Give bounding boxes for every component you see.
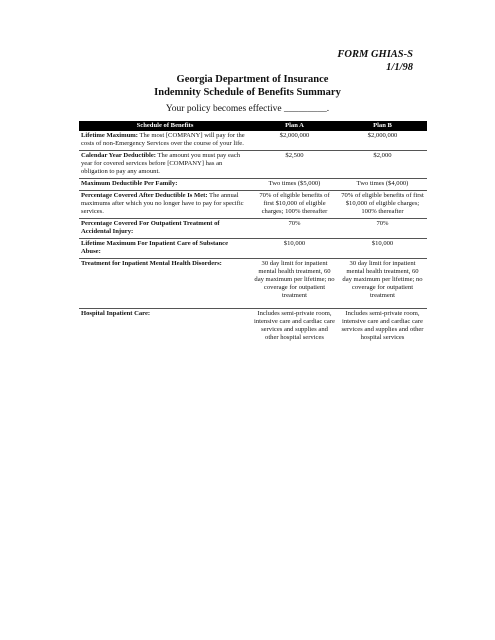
plan-a-value: $2,500 (251, 151, 338, 179)
plan-a-value: 70% (251, 219, 338, 239)
plan-b-value: 70% (338, 219, 427, 239)
benefit-label-bold: Lifetime Maximum: (81, 132, 138, 139)
benefit-label-bold: Calendar Year Deductible: (81, 152, 156, 159)
benefits-table (79, 121, 427, 344)
benefit-label-bold: Hospital Inpatient Care: (81, 310, 151, 317)
plan-b-value: 30 day limit for inpatient mental health treatment, 60 day maximum per lifetime; no coverage for outpatient treatment (338, 259, 427, 309)
form-identifier (337, 48, 413, 74)
agency-name: Georgia Department of Insurance (176, 74, 329, 85)
effective-date-line: Your policy becomes effective _________. (165, 104, 330, 114)
table-header-row (79, 121, 427, 131)
table-row (79, 151, 427, 179)
plan-b-value: 70% of eligible benefits of first $10,000 of eligible charges; 100% thereafter (338, 191, 427, 219)
benefit-label (79, 151, 251, 179)
benefit-label-bold: Treatment for Inpatient Mental Health Disorders: (81, 260, 222, 267)
benefit-label (79, 179, 251, 191)
plan-b-value: Two times ($4,000) (338, 179, 427, 191)
benefit-label-text: The most [COMPANY] will pay for the costs of non-Emergency Services over the course of your life. (81, 132, 245, 147)
column-header-plan-b: Plan B (338, 121, 427, 131)
benefit-label-text: The annual maximums after which you no longer have to pay for specific services. (81, 192, 244, 215)
benefit-label (79, 191, 251, 219)
document-title (0, 73, 495, 99)
column-header-plan-a: Plan A (251, 121, 338, 131)
benefit-label (79, 239, 251, 259)
benefit-label-bold: Percentage Covered For Outpatient Treatment of Accidental Injury: (81, 220, 220, 235)
form-date: 1/1/98 (386, 62, 413, 73)
table-row (79, 219, 427, 239)
plan-a-value: 70% of eligible benefits of first $10,000 of eligible charges; 100% thereafter (251, 191, 338, 219)
table-row (79, 179, 427, 191)
plan-b-value: Includes semi-private room, intensive care and cardiac care services and supplies and other hospital services (341, 310, 424, 341)
benefit-label-text: The amount you must pay each year for covered services before [COMPANY] has an obligation to pay any amount. (81, 152, 241, 175)
plan-a-value: 30 day limit for inpatient mental health treatment, 60 day maximum per lifetime; no coverage for outpatient treatment (251, 259, 338, 309)
column-header-schedule: Schedule of Benefits (79, 121, 251, 131)
benefit-label (79, 259, 251, 309)
plan-a-value: Two times ($5,000) (251, 179, 338, 191)
plan-b-value: $2,000,000 (338, 131, 427, 151)
benefit-label (79, 219, 251, 239)
summary-title: Indemnity Schedule of Benefits Summary (154, 87, 341, 98)
table-row (79, 191, 427, 219)
plan-b-value: $2,000 (338, 151, 427, 179)
benefit-label-bold: Maximum Deductible Per Family: (81, 180, 178, 187)
table-row (79, 309, 427, 345)
table-row (79, 239, 427, 259)
benefit-label (79, 309, 251, 345)
plan-a-value: $2,000,000 (251, 131, 338, 151)
plan-a-value: $10,000 (251, 239, 338, 259)
form-number: FORM GHIAS-S (337, 49, 413, 60)
benefit-label-bold: Lifetime Maximum For Inpatient Care of Substance Abuse: (81, 240, 229, 255)
plan-a-value: Includes semi-private room, intensive care and cardiac care services and supplies and other hospital services (254, 310, 335, 341)
plan-b-value: $10,000 (338, 239, 427, 259)
benefit-label (79, 131, 251, 151)
benefit-label-bold: Percentage Covered After Deductible Is Met: (81, 192, 208, 199)
table-row (79, 131, 427, 151)
table-row (79, 259, 427, 309)
